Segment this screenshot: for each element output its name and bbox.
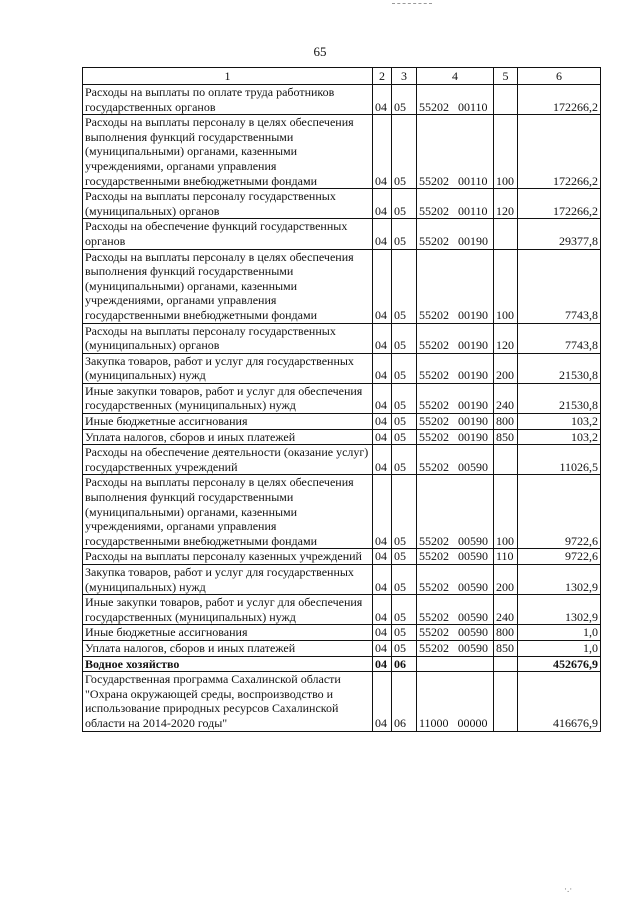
expense-type-code-cell <box>494 656 518 672</box>
table-row <box>83 565 601 595</box>
target-article-code-cell: 55202 00590 <box>417 565 494 595</box>
target-article-code-cell <box>417 656 494 672</box>
target-article-code-cell: 55202 00590 <box>417 475 494 549</box>
expense-type-code-cell: 800 <box>494 625 518 641</box>
expense-type-code-cell: 120 <box>494 189 518 219</box>
expense-name-cell: Расходы на выплаты персоналу казенных учреждений <box>83 549 373 565</box>
target-article-code-cell: 55202 00590 <box>417 595 494 625</box>
target-article-code-cell: 55202 00190 <box>417 219 494 249</box>
subsection-code-cell: 05 <box>392 189 417 219</box>
amount-cell: 1,0 <box>518 640 601 656</box>
expense-type-code-cell: 850 <box>494 429 518 445</box>
amount-cell: 1302,9 <box>518 565 601 595</box>
expense-name-cell: Расходы на выплаты персоналу в целях обеспечения выполнения функций государственными (муниципальными) органами, казенными учреждениями, органами управления государственными внебюджетными фондами <box>83 475 373 549</box>
section-code-cell: 04 <box>373 414 392 430</box>
expense-type-code-cell <box>494 85 518 115</box>
amount-cell: 103,2 <box>518 414 601 430</box>
table-row <box>83 249 601 323</box>
amount-cell: 11026,5 <box>518 445 601 475</box>
subsection-code-cell: 05 <box>392 414 417 430</box>
page-number: 65 <box>313 44 327 59</box>
amount-cell: 29377,8 <box>518 219 601 249</box>
target-article-code-cell: 55202 00110 <box>417 189 494 219</box>
section-code-cell: 04 <box>373 115 392 189</box>
table-row <box>83 219 601 249</box>
expense-name-cell: Иные закупки товаров, работ и услуг для обеспечения государственных (муниципальных) нужд <box>83 383 373 413</box>
section-code-cell: 04 <box>373 249 392 323</box>
subsection-code-cell: 06 <box>392 656 417 672</box>
amount-cell: 1,0 <box>518 625 601 641</box>
target-article-code-cell: 55202 00190 <box>417 249 494 323</box>
table-row <box>83 625 601 641</box>
table-body <box>83 85 601 732</box>
expense-type-code-cell: 120 <box>494 323 518 353</box>
section-code-cell: 04 <box>373 656 392 672</box>
target-article-code-cell: 55202 00590 <box>417 549 494 565</box>
section-code-cell: 04 <box>373 475 392 549</box>
table-row <box>83 595 601 625</box>
expense-name-cell: Закупка товаров, работ и услуг для государственных (муниципальных) нужд <box>83 353 373 383</box>
expense-type-code-cell: 240 <box>494 383 518 413</box>
expense-name-cell: Расходы на выплаты персоналу в целях обеспечения выполнения функций государственными (муниципальными) органами, казенными учреждениями, органами управления государственными внебюджетными фондами <box>83 249 373 323</box>
target-article-code-cell: 55202 00190 <box>417 383 494 413</box>
expense-name-cell: Расходы на выплаты по оплате труда работников государственных органов <box>83 85 373 115</box>
section-code-cell: 04 <box>373 565 392 595</box>
expense-type-code-cell: 850 <box>494 640 518 656</box>
amount-cell: 172266,2 <box>518 85 601 115</box>
scan-top-dashes <box>392 3 432 6</box>
table-row <box>83 85 601 115</box>
amount-cell: 21530,8 <box>518 353 601 383</box>
expense-type-code-cell: 100 <box>494 249 518 323</box>
table-header-row <box>83 68 601 85</box>
table-row <box>83 549 601 565</box>
subsection-code-cell: 06 <box>392 672 417 731</box>
section-code-cell: 04 <box>373 85 392 115</box>
amount-cell: 9722,6 <box>518 549 601 565</box>
table-row <box>83 323 601 353</box>
subsection-code-cell: 05 <box>392 549 417 565</box>
subsection-code-cell: 05 <box>392 115 417 189</box>
expense-type-code-cell: 200 <box>494 353 518 383</box>
expense-name-cell: Государственная программа Сахалинской области "Охрана окружающей среды, воспроизводство и использование природных ресурсов Сахалинской области на 2014-2020 годы" <box>83 672 373 731</box>
subsection-code-cell: 05 <box>392 429 417 445</box>
expense-name-cell: Закупка товаров, работ и услуг для государственных (муниципальных) нужд <box>83 565 373 595</box>
expense-name-cell: Иные бюджетные ассигнования <box>83 625 373 641</box>
section-code-cell: 04 <box>373 672 392 731</box>
section-code-cell: 04 <box>373 549 392 565</box>
table-row <box>83 115 601 189</box>
table-row <box>83 445 601 475</box>
expense-type-code-cell: 800 <box>494 414 518 430</box>
target-article-code-cell: 55202 00190 <box>417 414 494 430</box>
expense-type-code-cell: 200 <box>494 565 518 595</box>
table-row <box>83 414 601 430</box>
expense-name-cell: Расходы на выплаты персоналу государственных (муниципальных) органов <box>83 189 373 219</box>
header-col-2: 2 <box>373 68 392 85</box>
subsection-code-cell: 05 <box>392 383 417 413</box>
section-code-cell: 04 <box>373 189 392 219</box>
target-article-code-cell: 55202 00110 <box>417 85 494 115</box>
table-row <box>83 672 601 731</box>
expense-name-cell: Уплата налогов, сборов и иных платежей <box>83 429 373 445</box>
subsection-code-cell: 05 <box>392 323 417 353</box>
amount-cell: 172266,2 <box>518 189 601 219</box>
amount-cell: 416676,9 <box>518 672 601 731</box>
expense-type-code-cell: 100 <box>494 475 518 549</box>
target-article-code-cell: 55202 00190 <box>417 323 494 353</box>
expense-name-cell: Иные бюджетные ассигнования <box>83 414 373 430</box>
subsection-code-cell: 05 <box>392 475 417 549</box>
subsection-code-cell: 05 <box>392 595 417 625</box>
header-col-1: 1 <box>83 68 373 85</box>
amount-cell: 1302,9 <box>518 595 601 625</box>
target-article-code-cell: 55202 00110 <box>417 115 494 189</box>
target-article-code-cell: 55202 00190 <box>417 429 494 445</box>
table-row <box>83 353 601 383</box>
expense-type-code-cell <box>494 445 518 475</box>
table-row <box>83 475 601 549</box>
amount-cell: 172266,2 <box>518 115 601 189</box>
header-col-6: 6 <box>518 68 601 85</box>
amount-cell: 103,2 <box>518 429 601 445</box>
header-col-3: 3 <box>392 68 417 85</box>
header-col-4: 4 <box>417 68 494 85</box>
expense-name-cell: Расходы на обеспечение деятельности (оказание услуг) государственных учреждений <box>83 445 373 475</box>
table-row <box>83 656 601 672</box>
section-code-cell: 04 <box>373 383 392 413</box>
section-code-cell: 04 <box>373 219 392 249</box>
section-code-cell: 04 <box>373 640 392 656</box>
subsection-code-cell: 05 <box>392 640 417 656</box>
target-article-code-cell: 55202 00190 <box>417 353 494 383</box>
amount-cell: 9722,6 <box>518 475 601 549</box>
table-row <box>83 429 601 445</box>
target-article-code-cell: 11000 00000 <box>417 672 494 731</box>
subsection-code-cell: 05 <box>392 625 417 641</box>
expense-name-cell: Расходы на выплаты персоналу государственных (муниципальных) органов <box>83 323 373 353</box>
table-row <box>83 383 601 413</box>
expense-type-code-cell <box>494 672 518 731</box>
amount-cell: 452676,9 <box>518 656 601 672</box>
scan-corner-mark: ·.· <box>564 884 573 894</box>
expense-name-cell: Расходы на выплаты персоналу в целях обеспечения выполнения функций государственными (муниципальными) органами, казенными учреждениями, органами управления государственными внебюджетными фондами <box>83 115 373 189</box>
expense-type-code-cell: 100 <box>494 115 518 189</box>
expense-type-code-cell: 240 <box>494 595 518 625</box>
section-code-cell: 04 <box>373 323 392 353</box>
section-code-cell: 04 <box>373 429 392 445</box>
amount-cell: 7743,8 <box>518 249 601 323</box>
expense-type-code-cell: 110 <box>494 549 518 565</box>
section-code-cell: 04 <box>373 595 392 625</box>
subsection-code-cell: 05 <box>392 85 417 115</box>
expense-name-cell: Уплата налогов, сборов и иных платежей <box>83 640 373 656</box>
amount-cell: 7743,8 <box>518 323 601 353</box>
expense-name-cell: Иные закупки товаров, работ и услуг для обеспечения государственных (муниципальных) нужд <box>83 595 373 625</box>
expense-name-cell: Расходы на обеспечение функций государственных органов <box>83 219 373 249</box>
section-code-cell: 04 <box>373 445 392 475</box>
subsection-code-cell: 05 <box>392 249 417 323</box>
header-col-5: 5 <box>494 68 518 85</box>
amount-cell: 21530,8 <box>518 383 601 413</box>
target-article-code-cell: 55202 00590 <box>417 445 494 475</box>
section-code-cell: 04 <box>373 625 392 641</box>
subsection-code-cell: 05 <box>392 219 417 249</box>
table-row <box>83 640 601 656</box>
target-article-code-cell: 55202 00590 <box>417 625 494 641</box>
target-article-code-cell: 55202 00590 <box>417 640 494 656</box>
subsection-code-cell: 05 <box>392 353 417 383</box>
subsection-code-cell: 05 <box>392 565 417 595</box>
section-code-cell: 04 <box>373 353 392 383</box>
expense-name-cell: Водное хозяйство <box>83 656 373 672</box>
budget-table <box>82 67 601 732</box>
table-row <box>83 189 601 219</box>
subsection-code-cell: 05 <box>392 445 417 475</box>
expense-type-code-cell <box>494 219 518 249</box>
